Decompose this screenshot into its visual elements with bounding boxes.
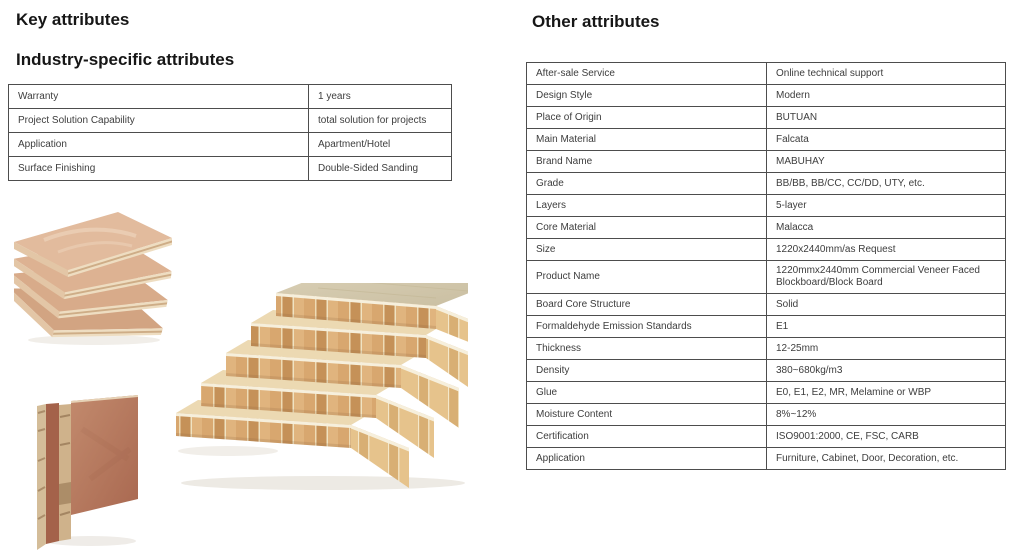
blockboard-stack-image — [168, 283, 468, 498]
attr-label: Main Material — [527, 129, 767, 151]
attr-label: Place of Origin — [527, 107, 767, 129]
table-row — [527, 129, 1006, 151]
attr-label: Certification — [527, 426, 767, 448]
attr-label: After-sale Service — [527, 63, 767, 85]
attr-value: E1 — [767, 316, 1006, 338]
attr-value: Modern — [767, 85, 1006, 107]
plywood-sheets-image — [14, 206, 172, 346]
attr-label: Core Material — [527, 217, 767, 239]
table-row — [9, 133, 452, 157]
industry-attributes-table — [8, 84, 452, 181]
attr-label: Thickness — [527, 338, 767, 360]
attr-label: Layers — [527, 195, 767, 217]
key-attributes-title: Key attributes — [16, 10, 130, 29]
attr-label: Size — [527, 239, 767, 261]
table-row — [527, 448, 1006, 470]
attr-label: Grade — [527, 173, 767, 195]
attr-label: Glue — [527, 382, 767, 404]
table-row — [527, 294, 1006, 316]
attr-label: Density — [527, 360, 767, 382]
table-row — [527, 239, 1006, 261]
table-row — [527, 426, 1006, 448]
table-row — [9, 109, 452, 133]
attr-value: 12-25mm — [767, 338, 1006, 360]
attr-value: BUTUAN — [767, 107, 1006, 129]
attr-label: Application — [527, 448, 767, 470]
attr-value: Double-Sided Sanding — [309, 157, 452, 181]
attr-value: 8%~12% — [767, 404, 1006, 426]
attr-value: 5-layer — [767, 195, 1006, 217]
attr-label: Application — [9, 133, 309, 157]
attr-value: Online technical support — [767, 63, 1006, 85]
attr-label: Board Core Structure — [527, 294, 767, 316]
attr-value: Solid — [767, 294, 1006, 316]
table-row — [527, 261, 1006, 294]
table-row — [527, 404, 1006, 426]
attr-value: Apartment/Hotel — [309, 133, 452, 157]
attr-label: Formaldehyde Emission Standards — [527, 316, 767, 338]
blockboard-panels-image — [32, 389, 147, 553]
attr-value: Furniture, Cabinet, Door, Decoration, etc. — [767, 448, 1006, 470]
table-row — [527, 382, 1006, 404]
table-row — [527, 217, 1006, 239]
attr-label: Warranty — [9, 85, 309, 109]
attr-value: total solution for projects — [309, 109, 452, 133]
table-row — [527, 85, 1006, 107]
table-row — [527, 316, 1006, 338]
table-row — [527, 151, 1006, 173]
attr-value: MABUHAY — [767, 151, 1006, 173]
attr-value: ISO9001:2000, CE, FSC, CARB — [767, 426, 1006, 448]
table-row — [527, 63, 1006, 85]
table-row — [527, 338, 1006, 360]
attr-value: 1220x2440mm/as Request — [767, 239, 1006, 261]
attr-value: BB/BB, BB/CC, CC/DD, UTY, etc. — [767, 173, 1006, 195]
attr-value: Malacca — [767, 217, 1006, 239]
attr-label: Surface Finishing — [9, 157, 309, 181]
other-attributes-title: Other attributes — [532, 12, 660, 31]
attr-value: 1220mmx2440mm Commercial Veneer Faced Blockboard/Block Board — [767, 261, 1006, 294]
table-row — [527, 173, 1006, 195]
attr-label: Project Solution Capability — [9, 109, 309, 133]
attr-label: Moisture Content — [527, 404, 767, 426]
table-row — [527, 360, 1006, 382]
industry-attributes-title: Industry-specific attributes — [16, 50, 235, 69]
table-row — [9, 157, 452, 181]
table-row — [527, 195, 1006, 217]
attr-label: Product Name — [527, 261, 767, 294]
attr-label: Brand Name — [527, 151, 767, 173]
table-row — [527, 107, 1006, 129]
other-attributes-table — [526, 62, 1006, 470]
attr-label: Design Style — [527, 85, 767, 107]
attr-value: 380~680kg/m3 — [767, 360, 1006, 382]
table-row — [9, 85, 452, 109]
attr-value: Falcata — [767, 129, 1006, 151]
attr-value: E0, E1, E2, MR, Melamine or WBP — [767, 382, 1006, 404]
attr-value: 1 years — [309, 85, 452, 109]
